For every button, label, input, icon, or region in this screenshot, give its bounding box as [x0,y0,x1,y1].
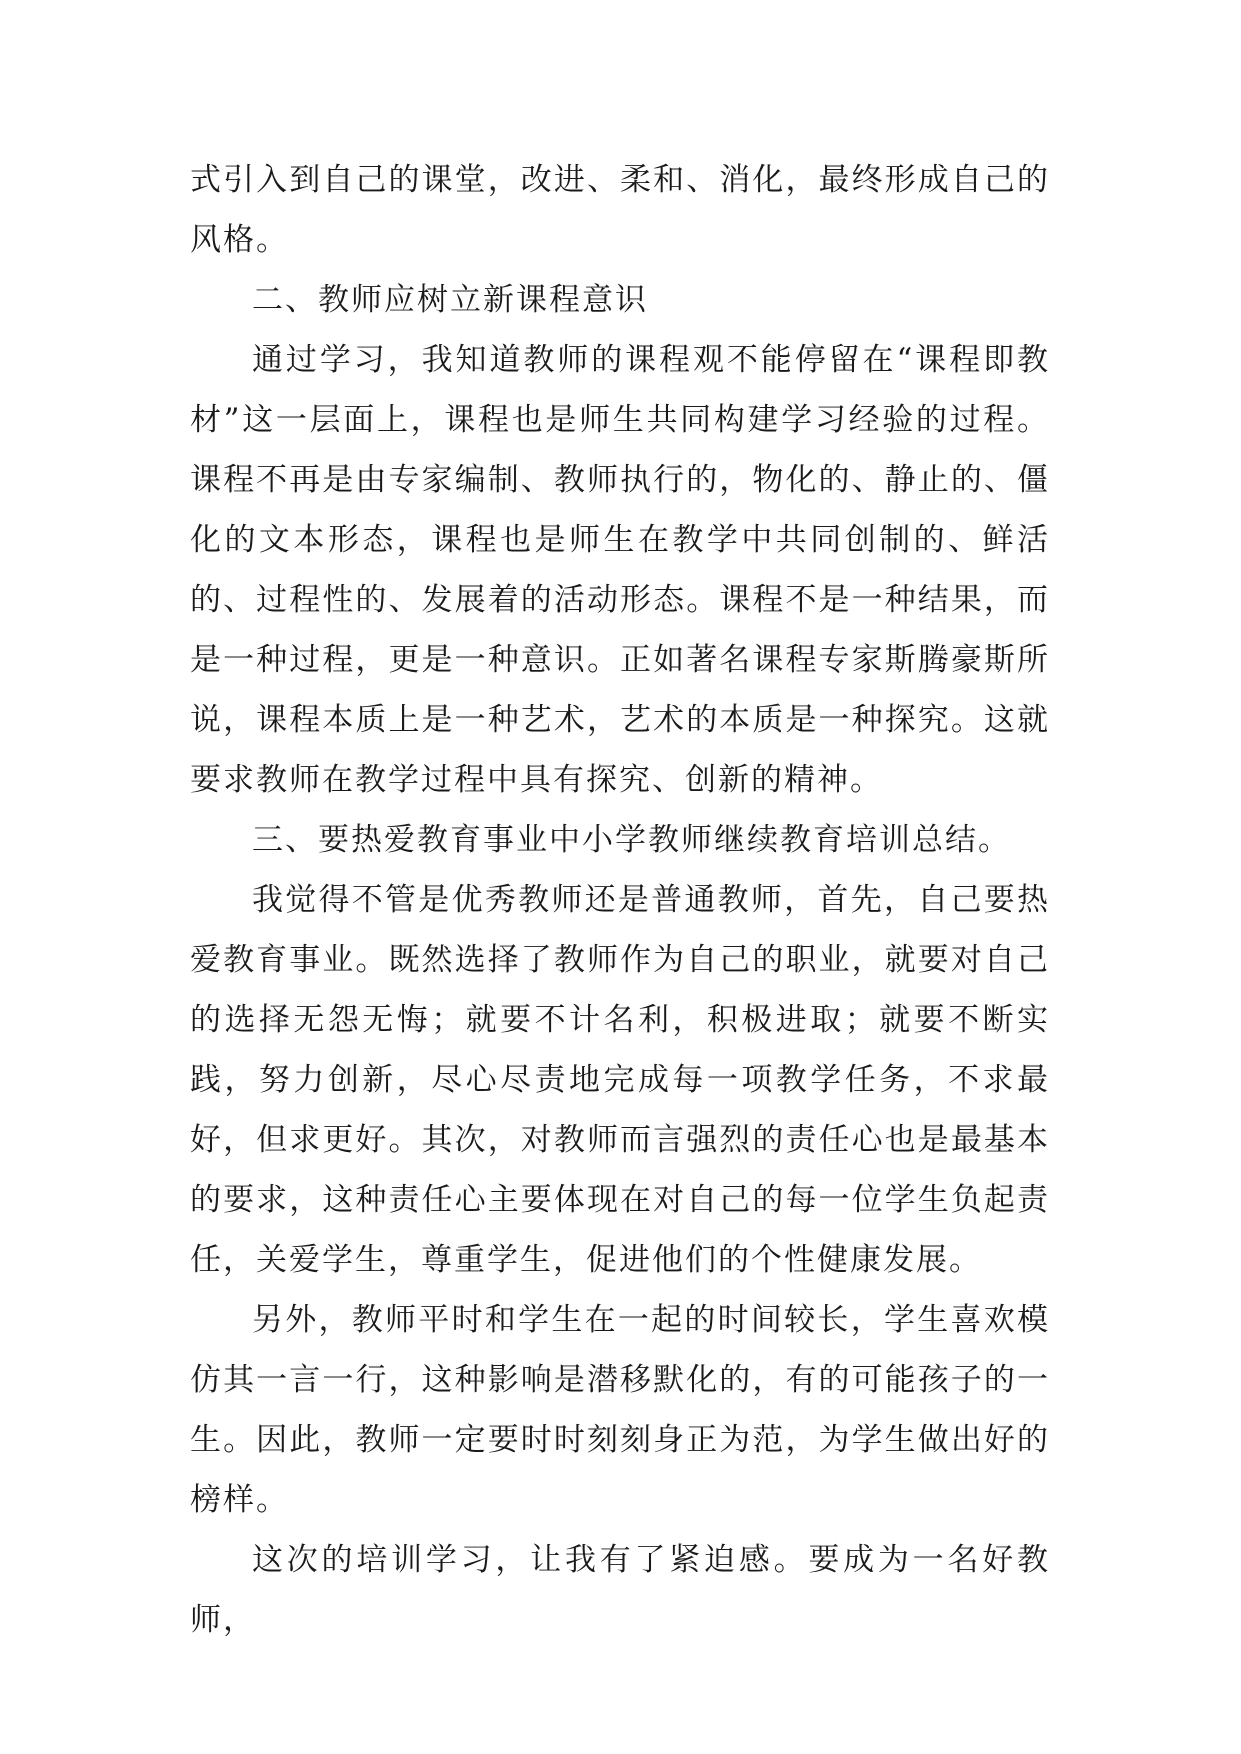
paragraph-love-education: 我觉得不管是优秀教师还是普通教师，首先，自己要热爱教育事业。既然选择了教师作为自己的职业，就要对自己的选择无怨无悔；就要不计名利，积极进取；就要不断实践，努力创新，尽心尽责地完成每一项教学任务，不求最好，但求更好。其次，对教师而言强烈的责任心也是最基本的要求，这种责任心主要体现在对自己的每一位学生负起责任，关爱学生，尊重学生，促进他们的个性健康发展。 [190,882,1050,1278]
section-heading-2: 二、教师应树立新课程意识 [252,282,648,318]
section-heading-3: 三、要热爱教育事业中小学教师继续教育培训总结。 [252,822,1011,858]
paragraph-curriculum: 通过学习，我知道教师的课程观不能停留在“课程即教材”这一层面上，课程也是师生共同构建学习经验的过程。课程不再是由专家编制、教师执行的，物化的、静止的、僵化的文本形态，课程也是师生在教学中共同创制的、鲜活的、过程性的、发展着的活动形态。课程不是一种结果，而是一种过程，更是一种意识。正如著名课程专家斯腾豪斯所说，课程本质上是一种艺术，艺术的本质是一种探究。这就要求教师在教学过程中具有探究、创新的精神。 [190,342,1050,798]
paragraph-continued: 式引入到自己的课堂，改进、柔和、消化，最终形成自己的风格。 [190,162,1050,258]
paragraph-role-model: 另外，教师平时和学生在一起的时间较长，学生喜欢模仿其一言一行，这种影响是潜移默化的，有的可能孩子的一生。因此，教师一定要时时刻刻身正为范，为学生做出好的榜样。 [190,1302,1050,1518]
document-body [190,150,1050,1650]
paragraph-urgency: 这次的培训学习，让我有了紧迫感。要成为一名好教师， [190,1542,1050,1638]
